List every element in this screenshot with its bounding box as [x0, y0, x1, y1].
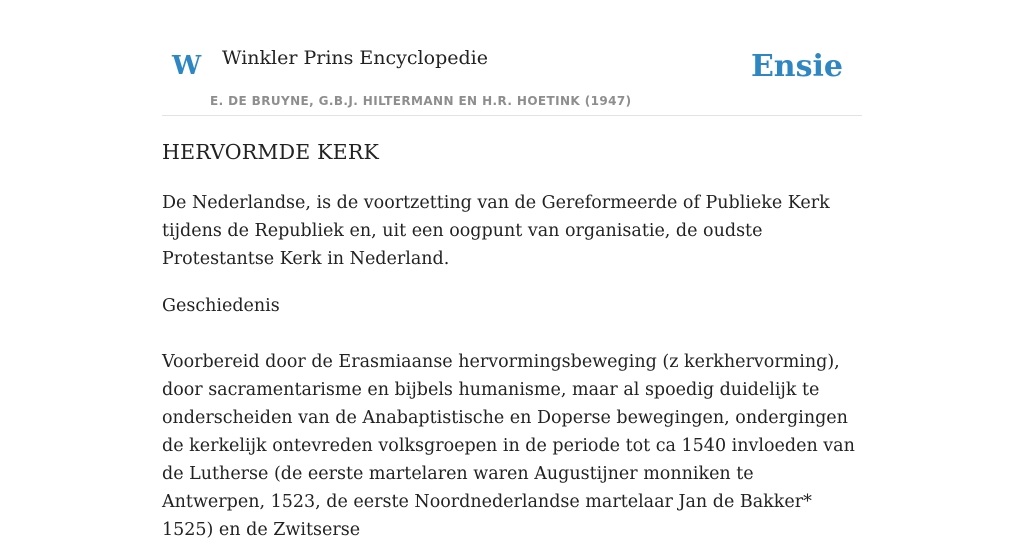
article-title: HERVORMDE KERK: [162, 140, 379, 164]
book-title[interactable]: Winkler Prins Encyclopedie: [222, 47, 488, 69]
article-body: Voorbereid door de Erasmiaanse hervormingsbeweging (z kerkhervorming), door sacramentarisme en bijbels humanisme, maar al spoedig duidelijk te onderscheiden van de Anabaptistische en Doperse bewegingen, ondergingen de kerkelijk ontevreden volksgroepen in de periode tot ca 1540 invloeden van de Lutherse (de eerste martelaren waren Augustijner monniken te Antwerpen, 1523, de eerste Noordnederlandse martelaar Jan de Bakker* 1525) en de Zwitserse: [162, 351, 855, 540]
section-heading: Geschiedenis: [162, 295, 280, 316]
site-header: [162, 40, 862, 116]
winkler-prins-logo[interactable]: W: [172, 51, 202, 81]
ensie-brand-link[interactable]: Ensie: [750, 49, 843, 84]
article: [162, 140, 862, 544]
article-intro: De Nederlandse, is de voortzetting van de Gereformeerde of Publieke Kerk tijdens de Republiek en, uit een oogpunt van organisatie, de oudste Protestantse Kerk in Nederland.: [162, 192, 830, 269]
book-authors: E. DE BRUYNE, G.B.J. HILTERMANN EN H.R. HOETINK (1947): [210, 94, 632, 108]
